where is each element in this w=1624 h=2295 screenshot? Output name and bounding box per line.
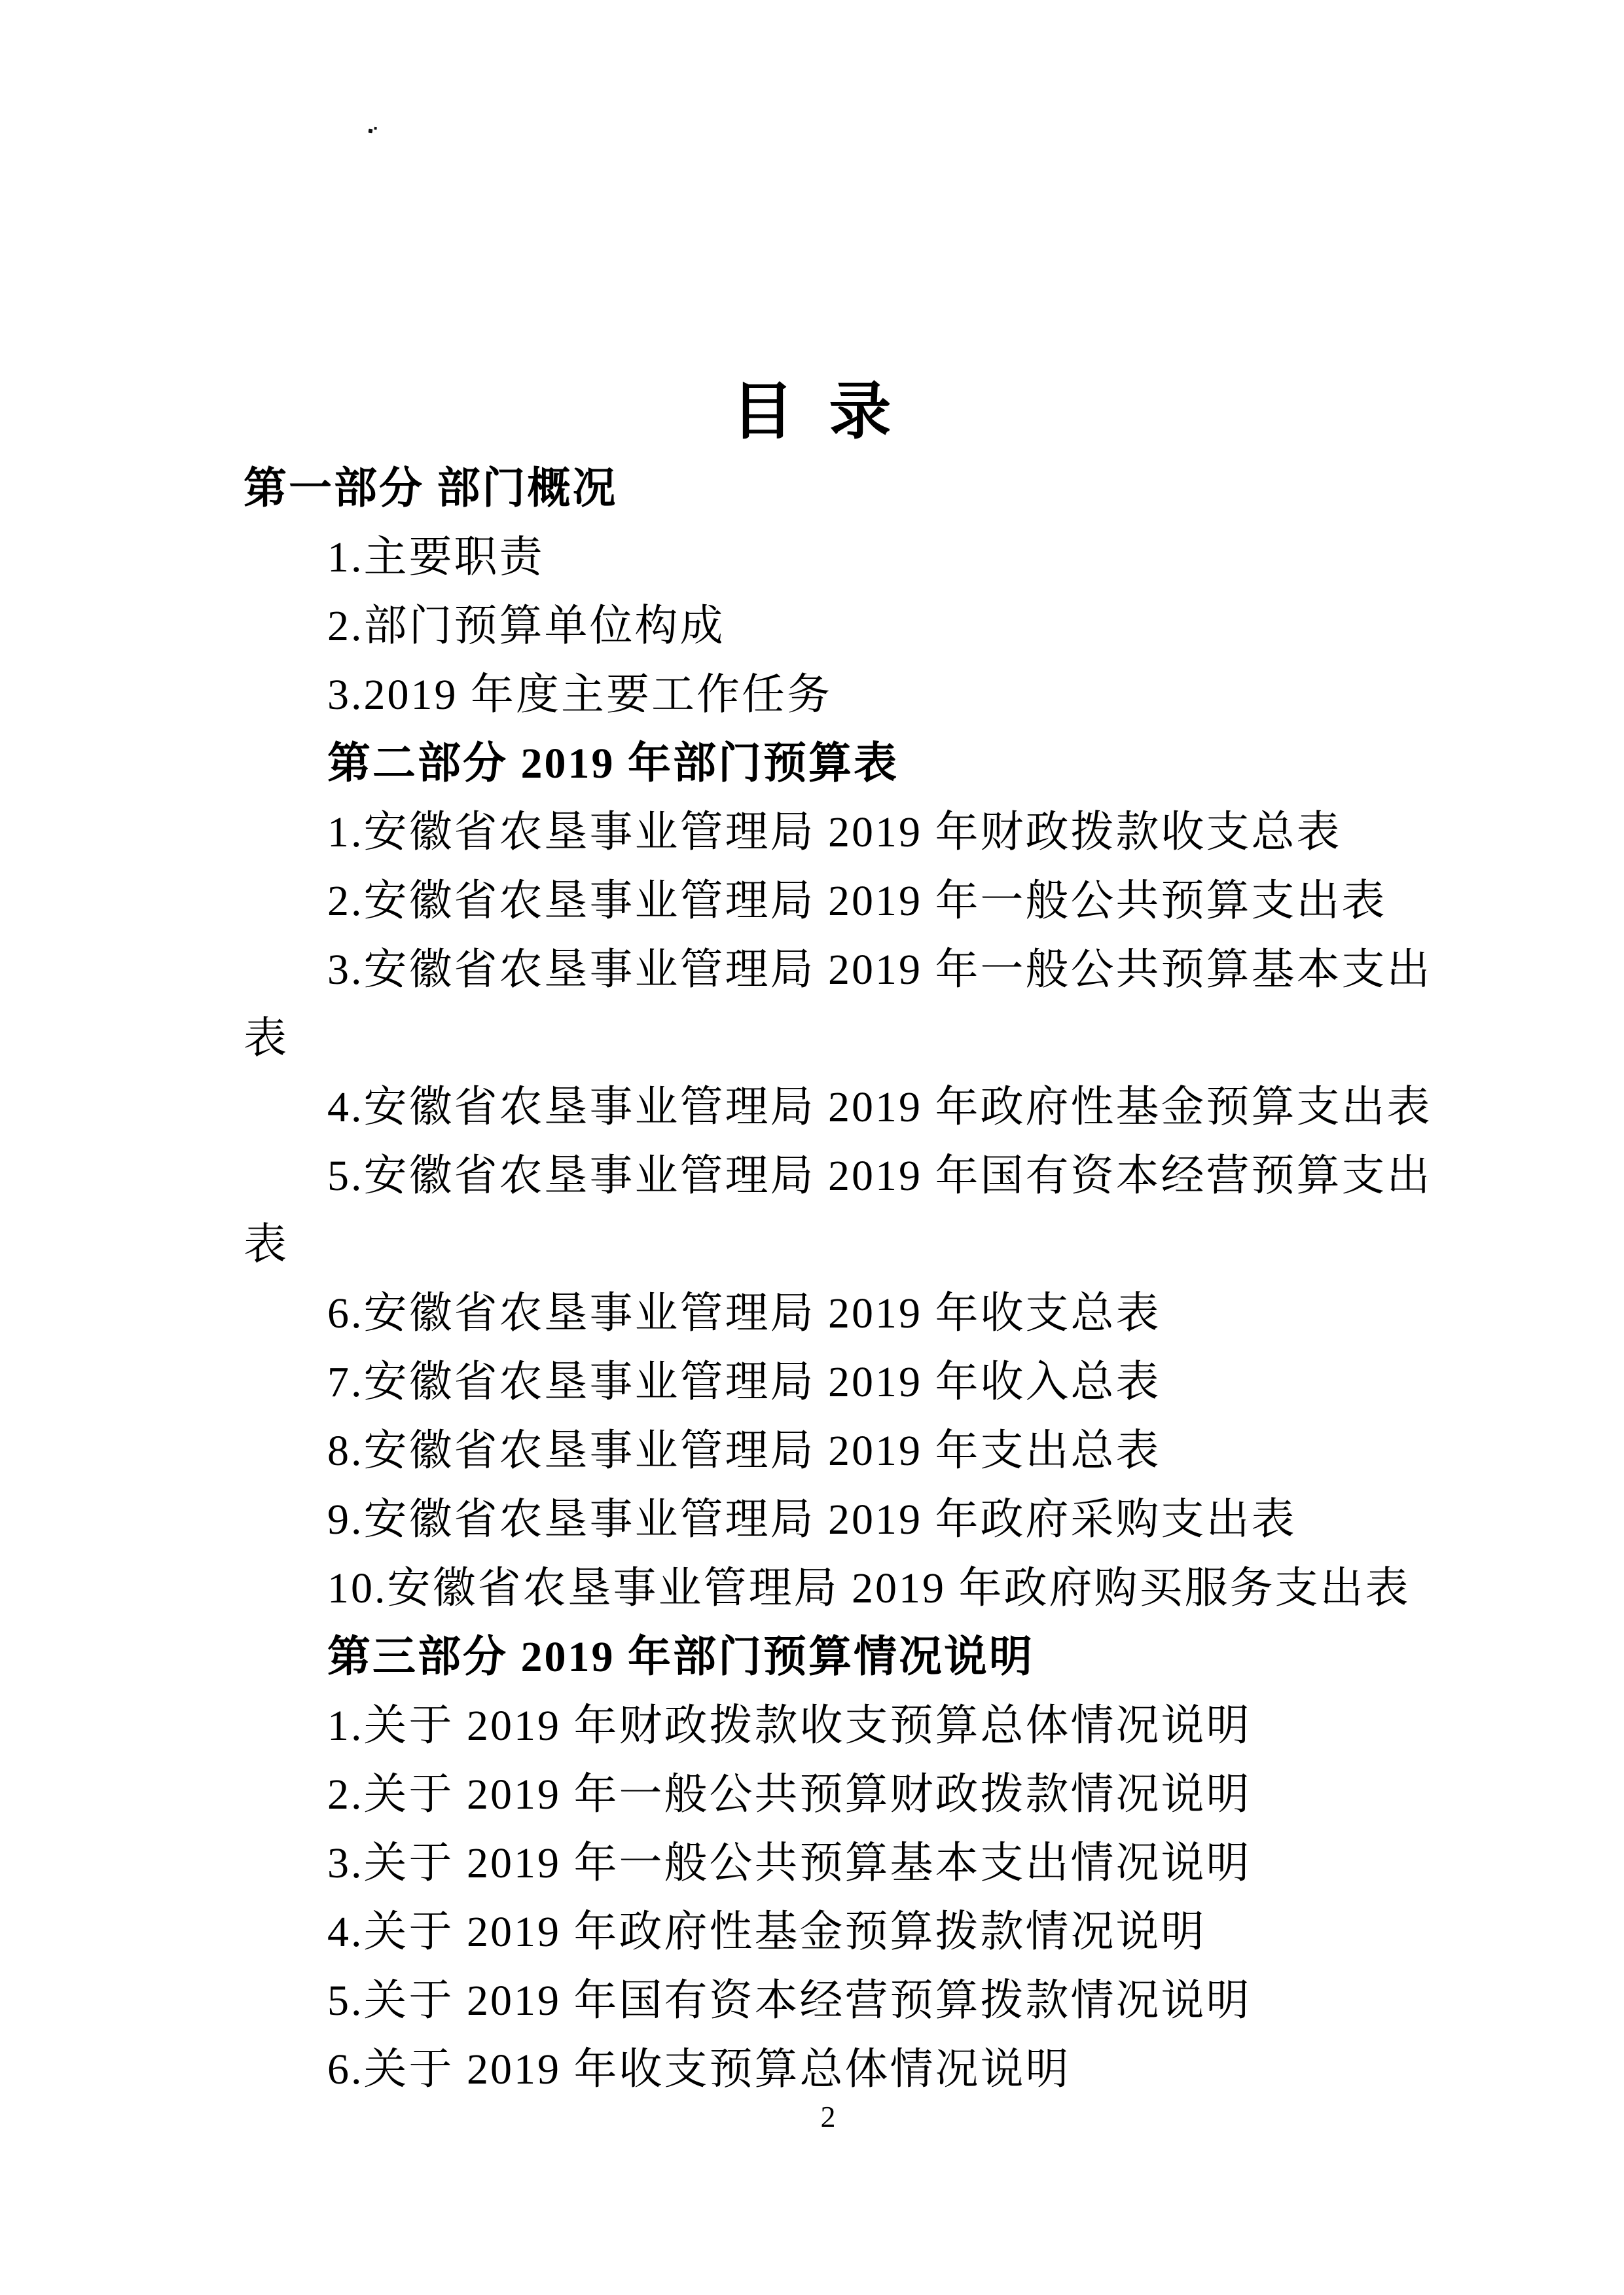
toc-item: 8.安徽省农垦事业管理局 2019 年支出总表 xyxy=(327,1427,1161,1475)
toc-item: 4.安徽省农垦事业管理局 2019 年政府性基金预算支出表 xyxy=(327,1083,1432,1131)
toc-item: 3.关于 2019 年一般公共预算基本支出情况说明 xyxy=(327,1839,1252,1887)
toc-title: 目 录 xyxy=(731,377,893,446)
toc-item: 1.主要职责 xyxy=(327,533,545,581)
toc-item: 6.安徽省农垦事业管理局 2019 年收支总表 xyxy=(327,1290,1161,1337)
page-number: 2 xyxy=(820,2100,836,2133)
toc-item: 9.安徽省农垦事业管理局 2019 年政府采购支出表 xyxy=(327,1496,1297,1544)
toc-item: 1.安徽省农垦事业管理局 2019 年财政拨款收支总表 xyxy=(327,808,1342,856)
toc-content xyxy=(244,454,1432,2104)
toc-item: 5.关于 2019 年国有资本经营预算拨款情况说明 xyxy=(327,1977,1252,2025)
toc-item: 5.安徽省农垦事业管理局 2019 年国有资本经营预算支出 xyxy=(327,1152,1432,1200)
toc-item: 2.安徽省农垦事业管理局 2019 年一般公共预算支出表 xyxy=(327,877,1387,925)
toc-item: 2.部门预算单位构成 xyxy=(327,602,725,650)
toc-item: 1.关于 2019 年财政拨款收支预算总体情况说明 xyxy=(327,1702,1252,1750)
toc-item: 10.安徽省农垦事业管理局 2019 年政府购买服务支出表 xyxy=(327,1564,1411,1612)
scan-ink-speck xyxy=(369,129,373,134)
toc-heading: 第三部分 2019 年部门预算情况说明 xyxy=(327,1633,1034,1681)
toc-heading: 第二部分 2019 年部门预算表 xyxy=(327,740,899,787)
toc-heading: 第一部分 部门概况 xyxy=(244,465,618,513)
toc-item: 6.关于 2019 年收支预算总体情况说明 xyxy=(327,2046,1071,2093)
toc-item: 4.关于 2019 年政府性基金预算拨款情况说明 xyxy=(327,1908,1206,1956)
toc-item-continuation: 表 xyxy=(244,1221,289,1269)
toc-item: 3.2019 年度主要工作任务 xyxy=(327,671,832,719)
toc-item-continuation: 表 xyxy=(244,1015,289,1062)
toc-item: 2.关于 2019 年一般公共预算财政拨款情况说明 xyxy=(327,1771,1252,1818)
toc-item: 7.安徽省农垦事业管理局 2019 年收入总表 xyxy=(327,1358,1161,1406)
toc-item: 3.安徽省农垦事业管理局 2019 年一般公共预算基本支出 xyxy=(327,946,1432,994)
